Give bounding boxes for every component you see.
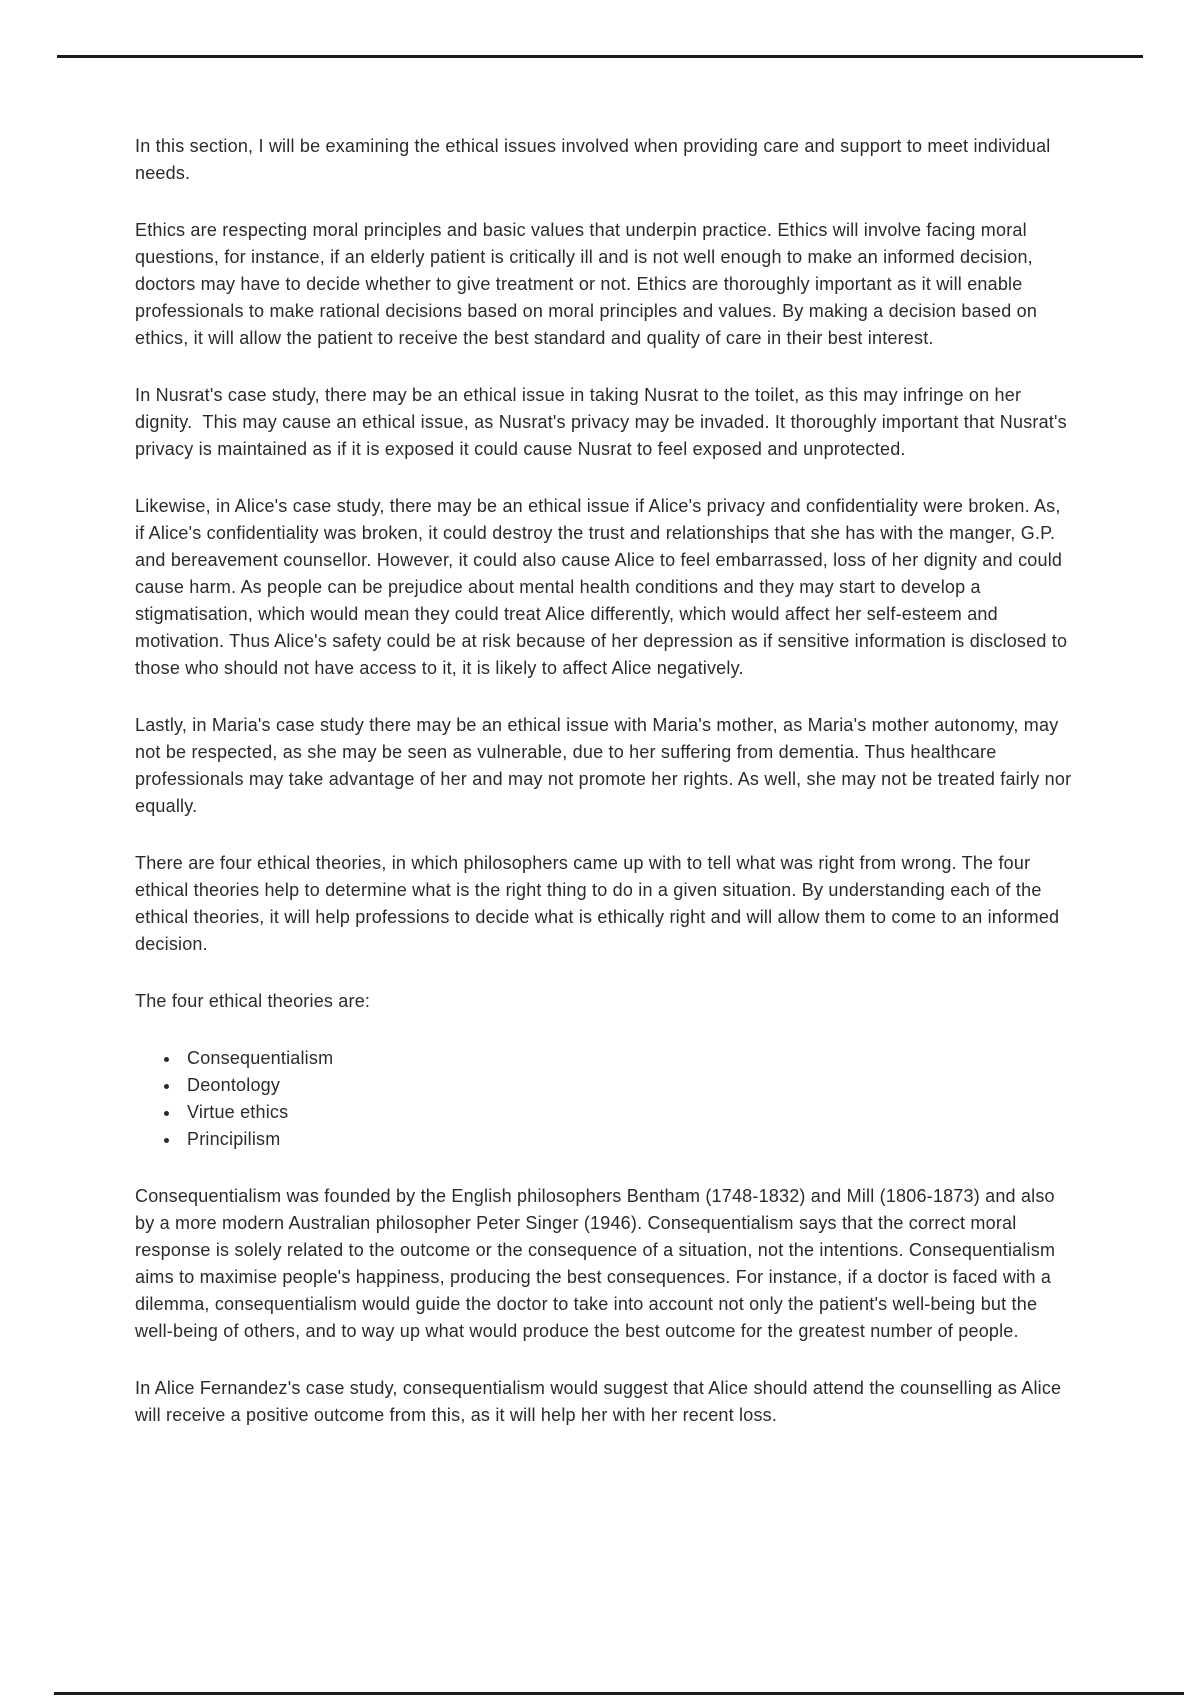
paragraph-four-theories-overview: There are four ethical theories, in which philosophers came up with to tell what was right from wrong. The four ethical theories help to determine what is the right thing to do in a given situation. By understanding each of the ethical theories, it will help professions to decide what is ethically right and will allow them to come to an informed decision. xyxy=(135,853,1065,954)
paragraph-alice-consequentialism: In Alice Fernandez's case study, consequentialism would suggest that Alice should attend the counselling as Alice will receive a positive outcome from this, as it will help her with her recent loss. xyxy=(135,1378,1067,1425)
list-item-deontology: • Deontology xyxy=(181,1072,1073,1099)
paragraph-ethics-definition: Ethics are respecting moral principles and basic values that underpin practice. Ethics will involve facing moral questions, for instance, if an elderly patient is critically ill and is not well enough to make an informed decision, doctors may have to decide whether to give treatment or not. Ethics are thoroughly important as it will enable professionals to make rational decisions based on moral principles and values. By making a decision based on ethics, it will allow the patient to receive the best standard and quality of care in their best interest. xyxy=(135,220,1043,348)
list-item-principilism: • Principilism xyxy=(181,1126,1073,1153)
paragraph-alice-case: Likewise, in Alice's case study, there may be an ethical issue if Alice's privacy and confidentiality were broken. As, if Alice's confidentiality was broken, it could destroy the trust and relationships that she has with the manger, G.P. and bereavement counsellor. However, it could also cause Alice to feel embarrassed, loss of her dignity and could cause harm. As people can be prejudice about mental health conditions and they may start to develop a stigmatisation, which would mean they could treat Alice differently, which would affect her self-esteem and motivation. Thus Alice's safety could be at risk because of her depression as if sensitive information is disclosed to those who should not have access to it, it is likely to affect Alice negatively. xyxy=(135,496,1073,678)
paragraph-section-intro: In this section, I will be examining the ethical issues involved when providing care and support to meet individual needs. xyxy=(135,136,1056,183)
paragraph-nusrat-case: In Nusrat's case study, there may be an ethical issue in taking Nusrat to the toilet, as this may infringe on her dignity. This may cause an ethical issue, as Nusrat's privacy may be invaded. It thoroughly important that Nusrat's privacy is maintained as if it is exposed it could cause Nusrat to feel exposed and unprotected. xyxy=(135,385,1073,459)
list-intro: The four ethical theories are: xyxy=(135,991,371,1011)
document-content xyxy=(135,133,1077,1459)
list-item-consequentialism: • Consequentialism xyxy=(181,1045,1073,1072)
paragraph-consequentialism-detail: Consequentialism was founded by the English philosophers Bentham (1748-1832) and Mill (1806-1873) and also by a more modern Australian philosopher Peter Singer (1946). Consequentialism says that the correct moral response is solely related to the outcome or the consequence of a situation, not the intentions. Consequentialism aims to maximise people's happiness, producing the best consequences. For instance, if a doctor is faced with a dilemma, consequentialism would guide the doctor to take into account not only the patient's well-being but the well-being of others, and to way up what would produce the best outcome for the greatest number of people. xyxy=(135,1186,1061,1341)
ethical-theories-list xyxy=(135,1045,1073,1153)
paragraph-maria-case: Lastly, in Maria's case study there may be an ethical issue with Maria's mother, as Maria's mother autonomy, may not be respected, as she may be seen as vulnerable, due to her suffering from dementia. Thus healthcare professionals may take advantage of her and may not promote her rights. As well, she may not be treated fairly nor equally. xyxy=(135,715,1077,816)
bottom-divider-rule xyxy=(54,1692,1184,1695)
top-divider-rule xyxy=(57,55,1143,58)
list-item-virtue-ethics: • Virtue ethics xyxy=(181,1099,1073,1126)
